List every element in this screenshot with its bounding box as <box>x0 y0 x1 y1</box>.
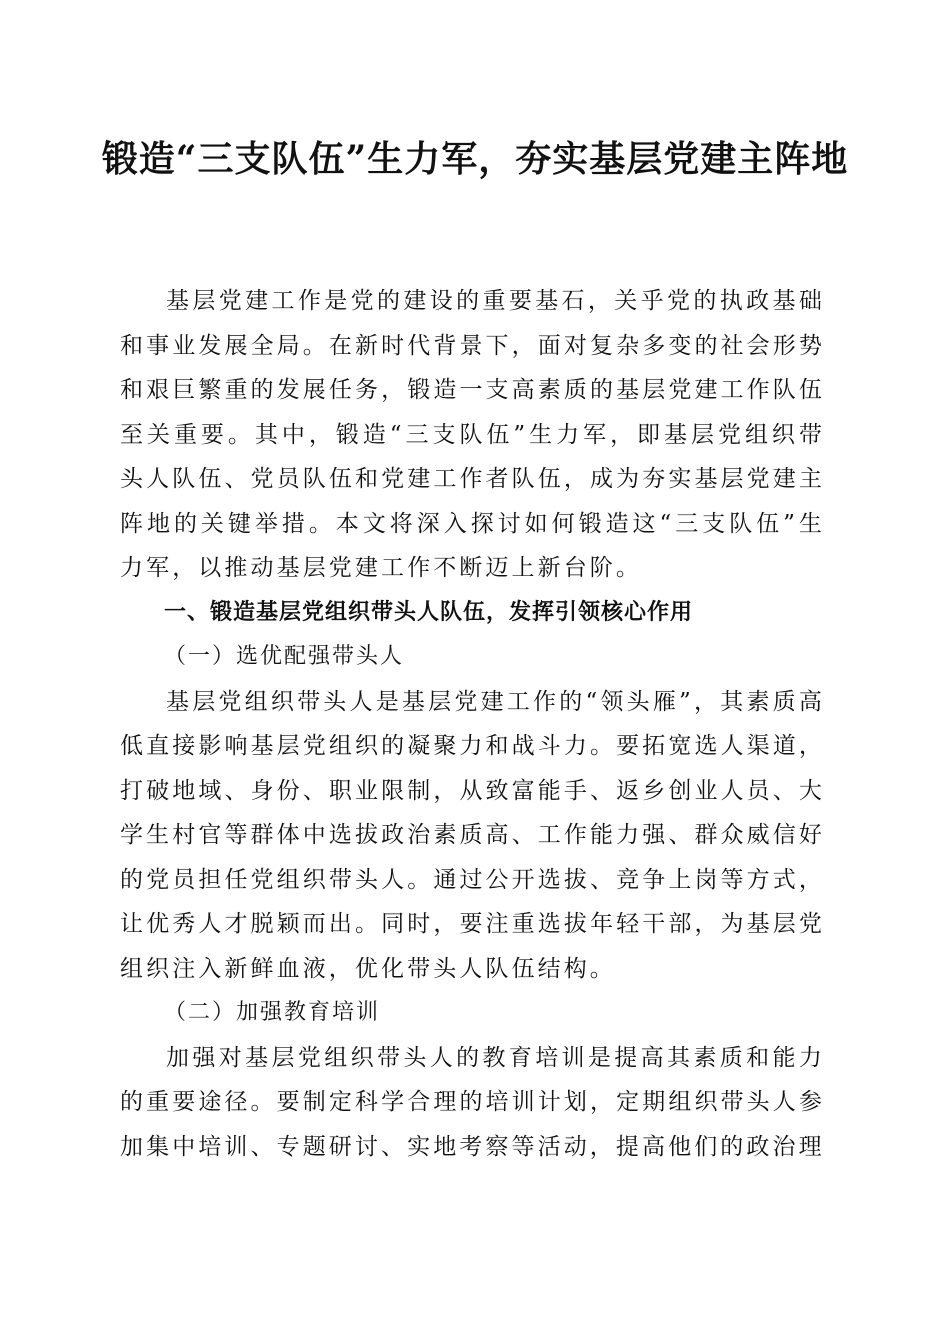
subsection-1-paragraph: 基层党组织带头人是基层党建工作的“领头雁”，其素质高低直接影响基层党组织的凝聚力和战斗力。要拓宽选人渠道，打破地域、身份、职业限制，从致富能手、返乡创业人员、大学生村官等群体中选拔政治素质高、工作能力强、群众威信好的党员担任党组织带头人。通过公开选拔、竞争上岗等方式，让优秀人才脱颖而出。同时，要注重选拔年轻干部，为基层党组织注入新鲜血液，优化带头人队伍结构。 <box>120 688 825 982</box>
document-body <box>120 279 825 1169</box>
subsection-heading-2: （二）加强教育培训 <box>164 1000 381 1025</box>
document-title: 锻造“三支队伍”生力军，夯实基层党建主阵地 <box>101 138 849 180</box>
intro-paragraph: 基层党建工作是党的建设的重要基石，关乎党的执政基础和事业发展全局。在新时代背景下，面对复杂多变的社会形势和艰巨繁重的发展任务，锻造一支高素质的基层党建工作队伍至关重要。其中，锻造“三支队伍”生力军，即基层党组织带头人队伍、党员队伍和党建工作者队伍，成为夯实基层党建主阵地的关键举措。本文将深入探讨如何锻造这“三支队伍”生力军，以推动基层党建工作不断迈上新台阶。 <box>120 288 825 581</box>
subsection-heading-1: （一）选优配强带头人 <box>164 644 405 669</box>
subsection-2-paragraph: 加强对基层党组织带头人的教育培训是提高其素质和能力的重要途径。要制定科学合理的培训计划，定期组织带头人参加集中培训、专题研讨、实地考察等活动，提高他们的政治理 <box>120 1044 825 1160</box>
section-heading-1: 一、锻造基层党组织带头人队伍，发挥引领核心作用 <box>164 599 694 625</box>
